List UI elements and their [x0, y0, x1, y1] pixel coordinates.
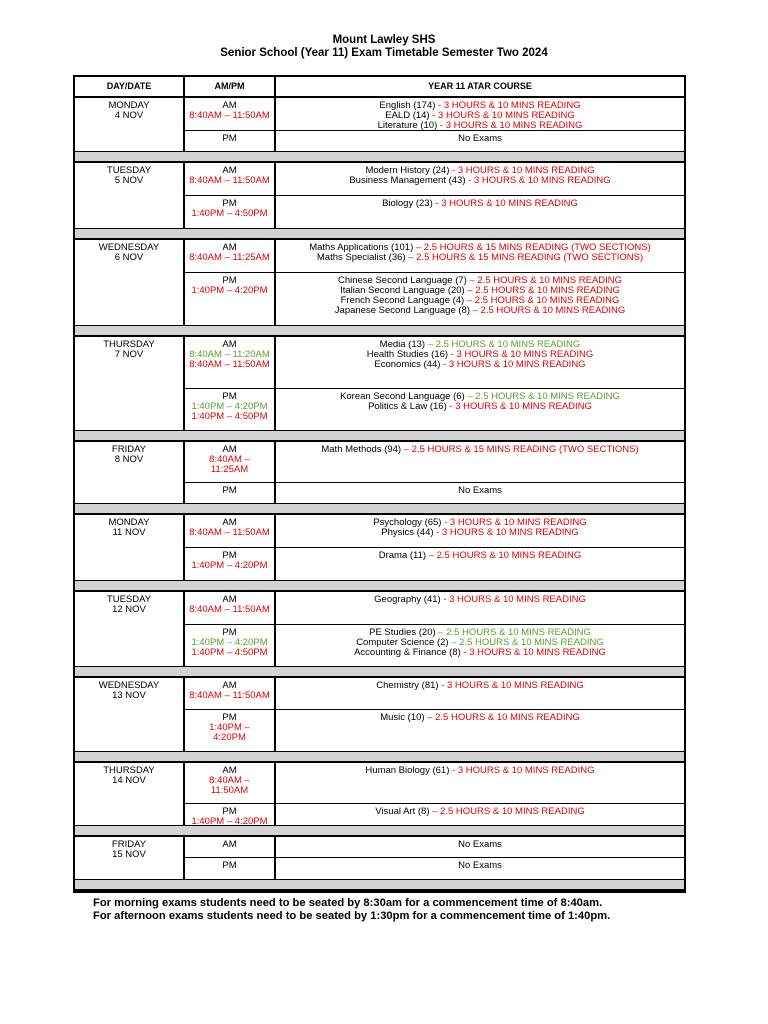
exam-entry — [276, 681, 684, 691]
day-name: FRIDAY — [111, 444, 147, 455]
document-title: Mount Lawley SHS — [332, 34, 436, 46]
day-date: 7 NOV — [114, 349, 144, 360]
exam-entry — [276, 551, 684, 561]
exam-duration: – 2.5 HOURS & 10 MINS READING — [435, 627, 591, 638]
period-label: PM — [222, 712, 237, 723]
exam-duration: – 2.5 HOURS & 10 MINS READING — [464, 391, 620, 402]
course-slot — [276, 273, 684, 325]
course-slot — [276, 163, 684, 196]
day-date-cell — [75, 592, 185, 666]
course-cell — [276, 515, 684, 580]
course-cell — [276, 678, 684, 751]
exam-time: 8:40AM – 11:20AM — [189, 349, 270, 360]
footer-note-afternoon: For afternoon exams students need to be seated by 1:30pm for a commencement time of 1:40pm. — [93, 910, 611, 922]
exam-entry — [276, 402, 684, 412]
course-name: Italian Second Language (20) — [340, 285, 465, 296]
exam-entry — [276, 713, 684, 723]
day-name: TUESDAY — [106, 165, 152, 176]
exam-time: 8:40AM – 11:25AM — [189, 252, 270, 263]
course-name: Psychology (65) — [373, 517, 442, 528]
day-date: 13 NOV — [112, 690, 146, 701]
period-cell — [185, 837, 276, 879]
exam-time: 1:40PM – 4:50PM — [191, 208, 268, 219]
document-subtitle: Senior School (Year 11) Exam Timetable Semester Two 2024 — [220, 47, 548, 59]
exam-duration: - 3 HOURS & 10 MINS READING — [432, 198, 578, 209]
exam-entry — [276, 360, 684, 370]
exam-duration: – 2.5 HOURS & 10 MINS READING — [425, 339, 581, 350]
table-row — [75, 98, 684, 152]
exam-time: 1:40PM – 4:20PM — [191, 816, 268, 827]
course-name: Japanese Second Language (8) — [334, 305, 470, 316]
period-label: PM — [222, 198, 237, 209]
period-slot — [185, 163, 274, 196]
course-name: Computer Science (2) — [356, 637, 449, 648]
course-slot — [276, 804, 684, 825]
course-slot — [276, 678, 684, 710]
period-slot — [185, 240, 274, 273]
period-slot — [185, 131, 274, 151]
course-slot — [276, 131, 684, 151]
exam-entry — [276, 306, 684, 316]
course-slot — [276, 98, 684, 131]
exam-duration: - 3 HOURS & 10 MINS READING — [446, 401, 592, 412]
exam-time: 1:40PM – 4:50PM — [191, 411, 268, 422]
period-slot — [185, 273, 274, 325]
course-name: Maths Applications (101) — [309, 242, 414, 253]
course-name: English (174) — [379, 100, 436, 111]
exam-entry — [276, 861, 684, 871]
exam-duration: – 2.5 HOURS & 10 MINS READING — [464, 285, 620, 296]
period-label: PM — [222, 391, 237, 402]
course-name: No Exams — [458, 839, 502, 850]
exam-time: 8:40AM – 11:50AM — [189, 604, 270, 615]
period-label: AM — [222, 444, 237, 455]
course-slot — [276, 483, 684, 503]
day-date: 8 NOV — [114, 454, 144, 465]
course-slot — [276, 389, 684, 430]
period-slot — [185, 858, 274, 879]
exam-entry — [276, 253, 684, 263]
exam-entry — [276, 176, 684, 186]
course-name: Visual Art (8) — [375, 806, 430, 817]
day-date: 12 NOV — [112, 604, 146, 615]
period-label: AM — [222, 839, 237, 850]
day-date-cell — [75, 837, 185, 879]
period-slot — [185, 710, 274, 751]
course-name: Music (10) — [380, 712, 425, 723]
header-am-pm: AM/PM — [185, 77, 276, 96]
course-slot — [276, 763, 684, 804]
table-row — [75, 337, 684, 431]
course-slot — [276, 625, 684, 666]
period-label: AM — [222, 594, 237, 605]
exam-timetable-table — [73, 75, 686, 893]
course-name: No Exams — [458, 860, 502, 871]
course-slot — [276, 442, 684, 483]
course-cell — [276, 337, 684, 430]
period-slot — [185, 548, 274, 580]
course-name: PE Studies (20) — [369, 627, 436, 638]
day-date-cell — [75, 763, 185, 825]
course-name: Modern History (24) — [365, 165, 450, 176]
course-name: Media (13) — [379, 339, 426, 350]
course-cell — [276, 240, 684, 325]
course-cell — [276, 592, 684, 666]
exam-duration: - 3 HOURS & 10 MINS READING — [440, 359, 586, 370]
exam-duration: - 3 HOURS & 10 MINS READING — [435, 100, 581, 111]
course-name: EALD (14) — [385, 110, 430, 121]
course-slot — [276, 515, 684, 548]
exam-entry — [276, 528, 684, 538]
period-label: AM — [222, 242, 237, 253]
exam-time: 11:50AM — [210, 785, 249, 796]
day-name: FRIDAY — [111, 839, 147, 850]
course-name: Business Management (43) — [349, 175, 466, 186]
course-slot — [276, 548, 684, 580]
course-cell — [276, 98, 684, 151]
course-name: Chemistry (81) — [376, 680, 439, 691]
period-cell — [185, 678, 276, 751]
exam-duration: - 3 HOURS & 10 MINS READING — [449, 165, 595, 176]
table-row — [75, 240, 684, 326]
period-slot — [185, 592, 274, 625]
exam-time: 1:40PM – 4:20PM — [191, 285, 268, 296]
day-date-cell — [75, 163, 185, 228]
period-label: AM — [222, 165, 237, 176]
header-day-date: DAY/DATE — [75, 77, 185, 96]
period-slot — [185, 483, 274, 503]
period-label: PM — [222, 133, 237, 144]
day-separator — [75, 152, 684, 163]
day-separator — [75, 326, 684, 337]
day-name: TUESDAY — [106, 594, 152, 605]
period-label: PM — [222, 275, 237, 286]
table-row — [75, 592, 684, 667]
exam-time: 8:40AM – 11:50AM — [189, 359, 270, 370]
period-cell — [185, 337, 276, 430]
day-date-cell — [75, 98, 185, 151]
exam-time: 1:40PM – — [209, 722, 250, 733]
period-label: AM — [222, 100, 237, 111]
period-slot — [185, 837, 274, 858]
day-name: WEDNESDAY — [98, 242, 160, 253]
exam-entry — [276, 134, 684, 144]
table-row — [75, 163, 684, 229]
header-course: YEAR 11 ATAR COURSE — [428, 81, 532, 91]
exam-duration: – 2.5 HOURS & 10 MINS READING — [424, 712, 580, 723]
period-label: PM — [222, 550, 237, 561]
day-name: WEDNESDAY — [98, 680, 160, 691]
day-name: MONDAY — [108, 100, 150, 111]
period-slot — [185, 442, 274, 483]
period-cell — [185, 442, 276, 503]
course-name: Math Methods (94) — [321, 444, 402, 455]
period-slot — [185, 389, 274, 430]
day-date: 6 NOV — [114, 252, 144, 263]
exam-time: 1:40PM – 4:20PM — [191, 560, 268, 571]
exam-duration: - 3 HOURS & 10 MINS READING — [449, 765, 595, 776]
day-name: MONDAY — [108, 517, 150, 528]
course-slot — [276, 837, 684, 858]
course-slot — [276, 592, 684, 625]
period-cell — [185, 592, 276, 666]
period-label: AM — [222, 765, 237, 776]
course-cell — [276, 837, 684, 879]
exam-duration: - 3 HOURS & 10 MINS READING — [460, 647, 606, 658]
course-name: Accounting & Finance (8) — [354, 647, 461, 658]
course-name: Drama (11) — [378, 550, 427, 561]
exam-time: 8:40AM – 11:50AM — [189, 110, 270, 121]
course-slot — [276, 196, 684, 228]
exam-entry — [276, 807, 684, 817]
exam-duration: – 2.5 HOURS & 10 MINS READING — [470, 305, 626, 316]
course-slot — [276, 858, 684, 879]
period-slot — [185, 804, 274, 825]
exam-entry — [276, 595, 684, 605]
day-date-cell — [75, 442, 185, 503]
course-name: Literature (10) — [377, 120, 438, 131]
exam-duration: – 2.5 HOURS & 10 MINS READING — [429, 806, 585, 817]
table-row — [75, 442, 684, 504]
day-date: 14 NOV — [112, 775, 146, 786]
period-cell — [185, 163, 276, 228]
course-name: Politics & Law (16) — [368, 401, 447, 412]
day-date-cell — [75, 678, 185, 751]
day-date: 5 NOV — [114, 175, 144, 186]
period-slot — [185, 196, 274, 228]
exam-duration: – 2.5 HOURS & 15 MINS READING (TWO SECTIONS) — [413, 242, 651, 253]
exam-entry — [276, 840, 684, 850]
period-slot — [185, 515, 274, 548]
exam-duration: – 2.5 HOURS & 10 MINS READING — [464, 295, 620, 306]
day-separator — [75, 504, 684, 515]
table-row — [75, 837, 684, 880]
exam-duration: – 2.5 HOURS & 10 MINS READING — [466, 275, 623, 286]
table-row — [75, 763, 684, 826]
day-date: 4 NOV — [114, 110, 144, 121]
day-name: THURSDAY — [103, 339, 155, 350]
period-slot — [185, 763, 274, 804]
exam-entry — [276, 445, 684, 455]
exam-duration: - 3 HOURS & 10 MINS READING — [465, 175, 611, 186]
day-separator — [75, 826, 684, 837]
day-separator — [75, 880, 684, 891]
exam-entry — [276, 486, 684, 496]
course-name: Human Biology (61) — [365, 765, 450, 776]
day-date: 15 NOV — [112, 849, 146, 860]
exam-time: 8:40AM – 11:50AM — [189, 175, 270, 186]
day-name: THURSDAY — [103, 765, 155, 776]
exam-time: 1:40PM – 4:20PM — [191, 401, 268, 412]
period-label: PM — [222, 627, 237, 638]
period-slot — [185, 337, 274, 389]
table-row — [75, 515, 684, 581]
table-header-row — [75, 77, 684, 98]
period-label: AM — [222, 339, 237, 350]
period-cell — [185, 240, 276, 325]
course-name: Biology (23) — [382, 198, 433, 209]
day-date-cell — [75, 515, 185, 580]
period-label: PM — [222, 860, 237, 871]
period-slot — [185, 625, 274, 666]
exam-duration: - 3 HOURS & 10 MINS READING — [438, 680, 584, 691]
day-separator — [75, 229, 684, 240]
exam-duration: - 3 HOURS & 10 MINS READING — [448, 349, 594, 360]
day-separator — [75, 431, 684, 442]
day-date-cell — [75, 337, 185, 430]
period-cell — [185, 98, 276, 151]
exam-time: 1:40PM – 4:20PM — [191, 637, 268, 648]
day-date-cell — [75, 240, 185, 325]
course-cell — [276, 163, 684, 228]
period-label: PM — [222, 485, 237, 496]
course-name: Chinese Second Language (7) — [337, 275, 467, 286]
day-separator — [75, 752, 684, 763]
period-slot — [185, 98, 274, 131]
footer-note-morning: For morning exams students need to be seated by 8:30am for a commencement time of 8:40am. — [93, 897, 603, 909]
course-name: No Exams — [458, 485, 502, 496]
course-name: Health Studies (16) — [366, 349, 449, 360]
exam-duration: – 2.5 HOURS & 10 MINS READING — [448, 637, 604, 648]
exam-duration: - 3 HOURS & 10 MINS READING — [429, 110, 575, 121]
exam-time: 8:40AM – 11:50AM — [189, 527, 270, 538]
exam-duration: – 2.5 HOURS & 10 MINS READING — [426, 550, 582, 561]
exam-time: 1:40PM – 4:50PM — [191, 647, 268, 658]
exam-entry — [276, 766, 684, 776]
period-cell — [185, 515, 276, 580]
exam-time: 4:20PM — [213, 732, 246, 743]
course-name: French Second Language (4) — [340, 295, 465, 306]
exam-duration: – 2.5 HOURS & 15 MINS READING (TWO SECTIONS) — [401, 444, 639, 455]
course-name: Physics (44) — [381, 527, 434, 538]
period-label: PM — [222, 806, 237, 817]
exam-entry — [276, 121, 684, 131]
exam-time: 8:40AM – — [209, 775, 250, 786]
exam-duration: - 3 HOURS & 10 MINS READING — [437, 120, 583, 131]
exam-time: 8:40AM – — [209, 454, 250, 465]
course-name: Korean Second Language (6) — [340, 391, 465, 402]
course-cell — [276, 442, 684, 503]
exam-duration: - 3 HOURS & 10 MINS READING — [441, 517, 587, 528]
day-separator — [75, 667, 684, 678]
course-name: Geography (41) — [374, 594, 441, 605]
table-row — [75, 678, 684, 752]
table-body — [75, 98, 684, 891]
exam-duration: – 2.5 HOURS & 15 MINS READING (TWO SECTIONS) — [405, 252, 644, 263]
day-separator — [75, 581, 684, 592]
exam-duration: - 3 HOURS & 10 MINS READING — [433, 527, 579, 538]
exam-entry — [276, 199, 684, 209]
course-slot — [276, 240, 684, 273]
day-date: 11 NOV — [112, 527, 146, 538]
course-cell — [276, 763, 684, 825]
exam-entry — [276, 648, 684, 658]
course-name: No Exams — [458, 133, 502, 144]
exam-time: 8:40AM – 11:50AM — [189, 690, 270, 701]
course-name: Economics (44) — [374, 359, 441, 370]
period-label: AM — [222, 680, 237, 691]
period-cell — [185, 763, 276, 825]
course-name: Maths Specialist (36) — [316, 252, 406, 263]
period-label: AM — [222, 517, 237, 528]
exam-duration: - 3 HOURS & 10 MINS READING — [440, 594, 586, 605]
period-slot — [185, 678, 274, 710]
exam-time: 11:25AM — [210, 464, 249, 475]
course-slot — [276, 337, 684, 389]
course-slot — [276, 710, 684, 751]
